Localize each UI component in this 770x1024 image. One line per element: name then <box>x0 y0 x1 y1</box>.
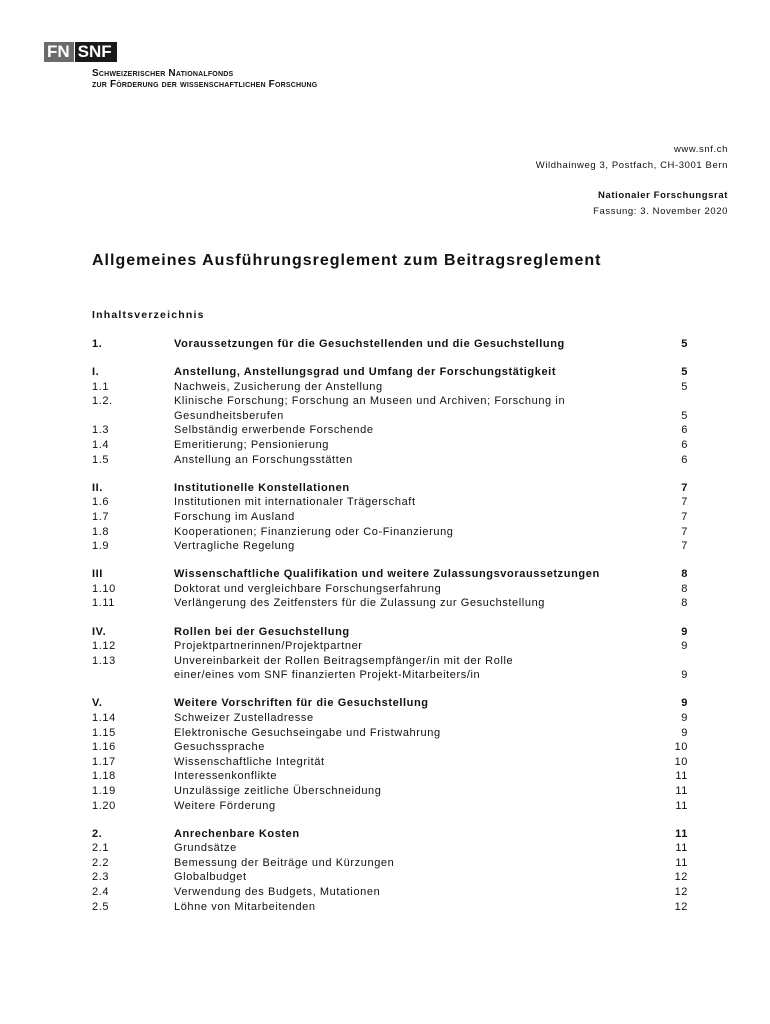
toc-entry[interactable] <box>92 582 688 597</box>
toc-entry-title: Institutionen mit internationaler Trägerschaft <box>174 496 416 509</box>
toc-entry[interactable] <box>92 870 688 885</box>
toc-entry-title: Schweizer Zustelladresse <box>174 711 314 724</box>
toc-entry-page: 7 <box>681 540 688 553</box>
toc-entry-page: 7 <box>681 481 688 494</box>
address-block <box>536 142 728 174</box>
toc-entry-number: 1.20 <box>92 799 116 812</box>
toc-entry-number: 1.15 <box>92 726 116 739</box>
toc-entry-title: Gesuchssprache <box>174 741 265 754</box>
toc-entry-title: Weitere Förderung <box>174 799 276 812</box>
toc-entry[interactable] <box>92 784 688 799</box>
toc-entry-number: 1.18 <box>92 770 116 783</box>
toc-entry[interactable] <box>92 740 688 755</box>
toc-entry-page: 6 <box>681 439 688 452</box>
council-block <box>593 188 728 220</box>
toc-entry-number: I. <box>92 366 100 379</box>
toc-entry[interactable] <box>92 495 688 510</box>
toc-entry-page: 5 <box>681 409 688 422</box>
toc-entry-title: Elektronische Gesuchseingabe und Fristwahrung <box>174 726 441 739</box>
toc-entry-title: einer/eines vom SNF finanzierten Projekt-Mitarbeiters/in <box>174 669 481 682</box>
toc-entry-page: 9 <box>681 669 688 682</box>
toc-entry-page: 7 <box>681 525 688 538</box>
toc-entry-title: Grundsätze <box>174 842 237 855</box>
toc-entry-number: 1.7 <box>92 510 110 523</box>
toc-entry-page: 5 <box>681 380 688 393</box>
toc-entry-number <box>92 668 174 683</box>
toc-entry-page: 6 <box>681 453 688 466</box>
toc-entry-page: 9 <box>681 697 688 710</box>
toc-entry-number: 1.3 <box>92 424 110 437</box>
toc-entry-title: Löhne von Mitarbeitenden <box>174 900 316 913</box>
toc-entry-title: Interessenkonflikte <box>174 770 278 783</box>
toc-entry[interactable] <box>92 409 688 424</box>
toc-entry-page: 11 <box>675 770 688 783</box>
toc-entry-page <box>648 394 688 409</box>
toc-entry[interactable] <box>92 885 688 900</box>
toc-entry-number: 1.17 <box>92 755 116 768</box>
toc-entry-title: Globalbudget <box>174 871 247 884</box>
toc-entry-page: 11 <box>675 784 688 797</box>
toc-entry[interactable] <box>92 856 688 871</box>
toc-entry-page: 10 <box>674 741 688 754</box>
toc-entry-page: 11 <box>675 799 688 812</box>
toc-entry-title: Gesundheitsberufen <box>174 409 284 422</box>
toc-entry-page: 9 <box>681 625 688 638</box>
logo-mark <box>44 42 317 62</box>
toc-entry[interactable] <box>92 337 688 352</box>
toc-entry-title: Unvereinbarkeit der Rollen Beitragsempfänger/in mit der Rolle <box>174 654 514 667</box>
toc-entry-number: II. <box>92 481 103 494</box>
toc-entry-page: 8 <box>681 582 688 595</box>
toc-entry-number: 1.14 <box>92 711 116 724</box>
toc-entry-page: 10 <box>674 755 688 768</box>
toc-entry[interactable] <box>92 539 688 554</box>
toc-entry[interactable] <box>92 525 688 540</box>
toc-entry-number: 1.6 <box>92 496 110 509</box>
toc-entry-page: 8 <box>681 568 688 581</box>
toc-entry-number: 1.16 <box>92 741 116 754</box>
toc-entry[interactable] <box>92 453 688 468</box>
toc-entry-number: V. <box>92 697 103 710</box>
toc-entry[interactable] <box>92 481 688 496</box>
toc-entry[interactable] <box>92 755 688 770</box>
toc-entry-page: 11 <box>675 827 688 840</box>
toc-entry[interactable] <box>92 394 688 409</box>
toc-entry-number: 1.10 <box>92 582 116 595</box>
toc-entry-page: 11 <box>675 856 688 869</box>
toc-entry-number: 1.12 <box>92 640 116 653</box>
toc-entry[interactable] <box>92 510 688 525</box>
toc-entry-number: 2.1 <box>92 842 110 855</box>
toc-entry[interactable] <box>92 380 688 395</box>
toc-entry-number: 1.1 <box>92 380 110 393</box>
toc-entry-title: Voraussetzungen für die Gesuchstellenden und die Gesuchstellung <box>174 338 565 350</box>
toc-entry-title: Kooperationen; Finanzierung oder Co-Finanzierung <box>174 525 454 538</box>
toc-entry-number <box>92 409 174 424</box>
toc-heading: Inhaltsverzeichnis <box>92 309 205 321</box>
table-of-contents <box>92 337 688 914</box>
toc-entry-page: 9 <box>681 726 688 739</box>
toc-entry-number: 1.11 <box>92 597 115 610</box>
toc-entry-title: Anstellung an Forschungsstätten <box>174 453 353 466</box>
toc-entry-number: 2.4 <box>92 886 110 898</box>
toc-entry-title: Rollen bei der Gesuchstellung <box>174 625 350 638</box>
toc-entry[interactable] <box>92 567 688 582</box>
toc-entry-page: 11 <box>675 842 688 855</box>
toc-entry[interactable] <box>92 799 688 814</box>
toc-entry-number: 1. <box>92 338 103 350</box>
toc-entry-number: 2.2 <box>92 856 110 869</box>
toc-entry-page: 12 <box>674 871 688 884</box>
version-date: Fassung: 3. November 2020 <box>593 206 728 217</box>
toc-entry-number: 2. <box>92 827 103 840</box>
toc-entry-title: Projektpartnerinnen/Projektpartner <box>174 640 363 653</box>
toc-entry-title: Verwendung des Budgets, Mutationen <box>174 886 381 898</box>
toc-entry[interactable] <box>92 841 688 856</box>
logo-snf: SNF <box>75 42 117 62</box>
toc-entry-page <box>648 654 688 669</box>
toc-entry-page: 8 <box>681 597 688 610</box>
toc-entry-number: 1.2. <box>92 395 113 408</box>
toc-entry-title: Bemessung der Beiträge und Kürzungen <box>174 856 395 869</box>
toc-entry-title: Doktorat und vergleichbare Forschungserfahrung <box>174 582 442 595</box>
toc-entry-title: Vertragliche Regelung <box>174 540 295 553</box>
website-url: www.snf.ch <box>673 144 728 155</box>
toc-entry[interactable] <box>92 639 688 654</box>
snf-logo <box>44 42 317 90</box>
toc-entry-page: 9 <box>681 640 688 653</box>
toc-entry-title: Verlängerung des Zeitfensters für die Zulassung zur Gesuchstellung <box>174 597 546 610</box>
toc-entry-title: Emeritierung; Pensionierung <box>174 439 329 452</box>
toc-entry-page: 9 <box>681 711 688 724</box>
toc-entry-title: Klinische Forschung; Forschung an Museen und Archiven; Forschung in <box>174 395 566 408</box>
toc-entry-number: 1.19 <box>92 784 116 797</box>
toc-entry-page: 5 <box>681 366 688 379</box>
toc-entry[interactable] <box>92 668 688 683</box>
toc-entry-title: Institutionelle Konstellationen <box>174 481 350 494</box>
toc-entry-number: III <box>92 568 103 581</box>
toc-entry-page: 12 <box>674 900 688 913</box>
toc-entry-title: Wissenschaftliche Integrität <box>174 755 325 768</box>
document-title: Allgemeines Ausführungsreglement zum Beitragsreglement <box>92 252 602 269</box>
toc-entry-page: 6 <box>681 424 688 437</box>
toc-entry-number: 1.13 <box>92 654 116 667</box>
toc-entry[interactable] <box>92 625 688 640</box>
toc-entry-number: 2.3 <box>92 871 110 884</box>
toc-entry-number: 1.8 <box>92 525 110 538</box>
toc-entry[interactable] <box>92 365 688 380</box>
toc-entry-number: 1.9 <box>92 540 110 553</box>
toc-entry[interactable] <box>92 696 688 711</box>
toc-entry[interactable] <box>92 423 688 438</box>
toc-entry-number: 1.4 <box>92 439 110 452</box>
toc-entry-number: IV. <box>92 625 107 638</box>
toc-entry[interactable] <box>92 769 688 784</box>
toc-entry-title: Anrechenbare Kosten <box>174 827 300 840</box>
toc-entry-title: Weitere Vorschriften für die Gesuchstellung <box>174 697 429 710</box>
logo-line-1: Schweizerischer Nationalfonds <box>92 68 234 79</box>
toc-entry-title: Forschung im Ausland <box>174 510 295 523</box>
logo-line-2: zur Förderung der wissenschaftlichen Forschung <box>92 79 318 90</box>
toc-entry[interactable] <box>92 654 688 669</box>
toc-entry-title: Nachweis, Zusicherung der Anstellung <box>174 380 383 393</box>
toc-entry-title: Unzulässige zeitliche Überschneidung <box>174 784 382 797</box>
toc-entry-title: Wissenschaftliche Qualifikation und weitere Zulassungsvoraussetzungen <box>174 568 600 581</box>
toc-entry[interactable] <box>92 596 688 611</box>
toc-entry-page: 5 <box>681 338 688 350</box>
toc-entry-number: 2.5 <box>92 900 110 913</box>
toc-entry-page: 7 <box>681 510 688 523</box>
toc-entry[interactable] <box>92 900 688 915</box>
toc-entry[interactable] <box>92 726 688 741</box>
toc-entry-page: 12 <box>674 886 688 898</box>
toc-entry-page: 7 <box>681 496 688 509</box>
council-name: Nationaler Forschungsrat <box>597 190 728 201</box>
toc-entry-number: 1.5 <box>92 453 110 466</box>
postal-address: Wildhainweg 3, Postfach, CH-3001 Bern <box>535 160 728 171</box>
toc-entry[interactable] <box>92 711 688 726</box>
toc-entry[interactable] <box>92 827 688 842</box>
toc-entry-title: Selbständig erwerbende Forschende <box>174 424 374 437</box>
toc-entry[interactable] <box>92 438 688 453</box>
toc-entry-title: Anstellung, Anstellungsgrad und Umfang der Forschungstätigkeit <box>174 366 557 379</box>
logo-fn: FN <box>44 42 74 62</box>
